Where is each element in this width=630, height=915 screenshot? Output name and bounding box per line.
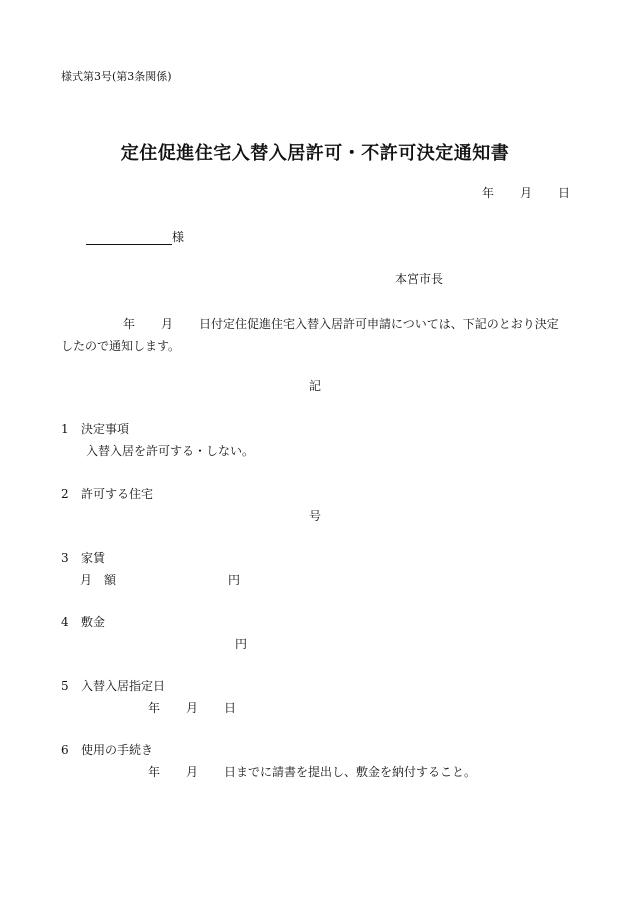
procedure-text: 日までに請書を提出し、敷金を納付すること。: [224, 765, 477, 779]
section-1-heading: [61, 420, 129, 437]
section-number: 6: [61, 743, 69, 757]
body-text-2: したので通知します。: [61, 339, 181, 353]
date-year: 年: [148, 765, 161, 779]
body-text-1: 日付定住促進住宅入替入居許可申請については、下記のとおり決定: [199, 317, 559, 331]
section-6-detail: [148, 763, 476, 780]
date-day: 日: [224, 701, 237, 715]
section-4-heading: [61, 613, 105, 630]
section-3-detail-unit: 円: [228, 573, 241, 587]
section-title: 入替入居指定日: [81, 679, 166, 693]
section-title: 使用の手続き: [81, 743, 154, 757]
section-number: 4: [61, 615, 69, 629]
date-month: 月: [519, 186, 532, 200]
document-title: 定住促進住宅入替入居許可・不許可決定通知書: [120, 143, 510, 164]
form-number: 様式第3号(第3条関係): [61, 70, 172, 83]
date-month: 月: [186, 701, 199, 715]
section-3-detail-label: 月 額: [80, 573, 117, 587]
body-year: 年: [123, 317, 136, 331]
section-5-heading: [61, 677, 165, 694]
date-day: 日: [557, 186, 570, 200]
section-2-detail: 号: [309, 509, 322, 523]
section-title: 許可する住宅: [81, 487, 154, 501]
addressee-blank-line: [86, 232, 172, 245]
section-number: 5: [61, 679, 69, 693]
section-3-heading: [61, 549, 105, 566]
addressee: [86, 228, 184, 245]
section-4-detail-unit: 円: [235, 637, 248, 651]
section-title: 決定事項: [81, 422, 130, 436]
ki-heading: 記: [308, 379, 321, 393]
body-paragraph: [61, 313, 576, 357]
section-title: 家賃: [81, 551, 106, 565]
section-1-detail: 入替入居を許可する・しない。: [86, 444, 255, 458]
date-month: 月: [186, 765, 199, 779]
section-number: 2: [61, 487, 69, 501]
date-year: 年: [148, 701, 161, 715]
issue-date: [482, 184, 570, 201]
date-year: 年: [481, 186, 494, 200]
section-title: 敷金: [81, 615, 106, 629]
issuer: 本宮市長: [395, 272, 444, 286]
section-5-date: [148, 699, 236, 716]
addressee-suffix: 様: [172, 230, 185, 244]
section-2-heading: [61, 485, 153, 502]
section-number: 1: [61, 422, 69, 436]
body-month: 月: [161, 317, 174, 331]
section-6-heading: [61, 741, 153, 758]
section-number: 3: [61, 551, 69, 565]
